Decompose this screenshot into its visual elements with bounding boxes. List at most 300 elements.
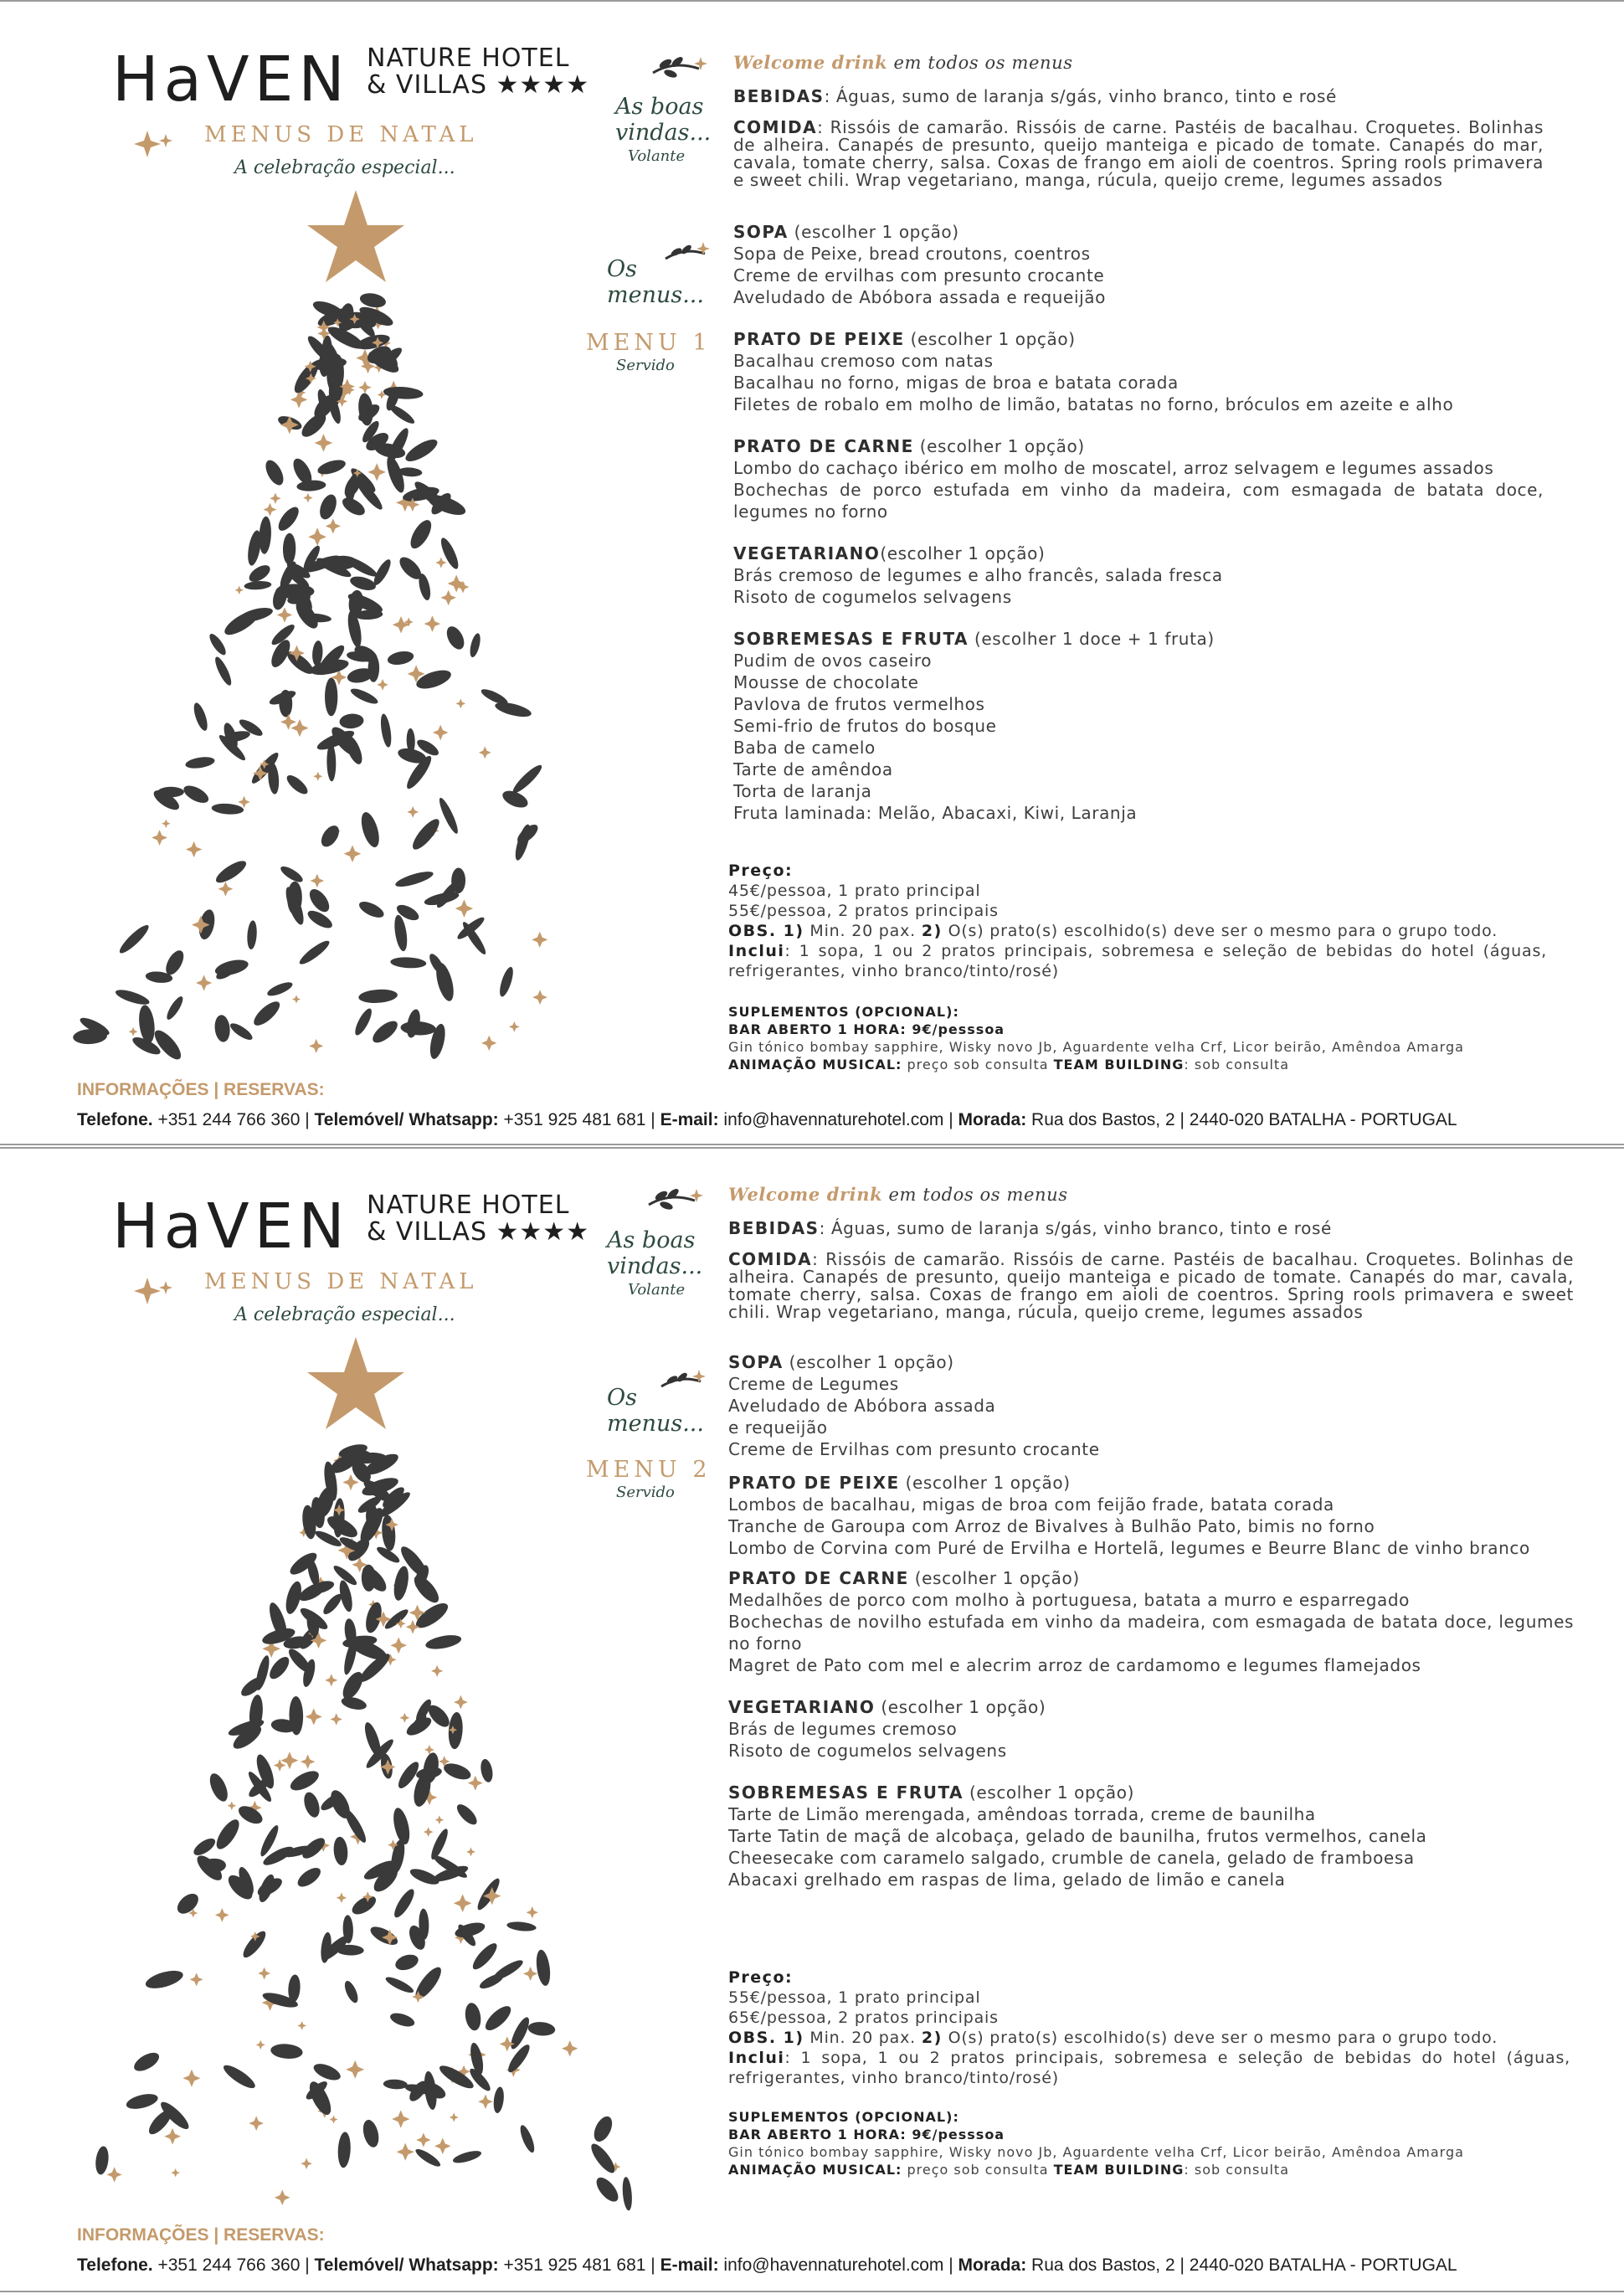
bar-aberto: BAR ABERTO 1 HORA: 9€/pesssoa	[728, 2127, 1005, 2142]
tree-sparkle	[416, 2132, 430, 2147]
menu-content	[733, 52, 1544, 844]
tree-leaf	[244, 580, 271, 590]
tree-leaf	[125, 2091, 159, 2111]
tree-leaf	[362, 1565, 377, 1592]
tree-leaf	[185, 755, 216, 770]
inclui-line	[728, 941, 1547, 981]
welcome-line-2: vindas...	[607, 1253, 703, 1279]
team-building-text: : sob consulta	[1184, 2162, 1289, 2178]
info-label: INFORMAÇÕES | RESERVAS:	[77, 2225, 325, 2245]
peixe-section	[733, 328, 1544, 415]
tree-leaf	[388, 402, 417, 426]
inclui-heading: Inclui	[728, 942, 785, 960]
tree-leaf	[451, 867, 465, 893]
price-line-2: 65€/pessoa, 2 pratos principais	[728, 2009, 999, 2027]
os-menus-label	[607, 256, 704, 308]
tree-sparkle	[303, 493, 313, 503]
sprig-icon	[645, 1184, 703, 1226]
peixe-note: (escolher 1 opção)	[899, 1473, 1071, 1493]
contact-line	[77, 2255, 1457, 2276]
tree-sparkle	[479, 746, 491, 759]
tree-leaf	[491, 1957, 525, 1983]
brand-subtitle	[367, 1192, 589, 1246]
tree-leaf	[221, 606, 261, 639]
obs-text-c: O(s) prato(s) escolhido(s) deve ser o mesmo para o grupo todo.	[942, 922, 1498, 940]
list-item: Lombo do cachaço ibérico em molho de moscatel, arroz selvagem e legumes assados	[733, 458, 1494, 478]
obs-number: 2)	[921, 922, 943, 940]
sopa-note: (escolher 1 opção)	[788, 222, 959, 242]
tree-sparkle	[454, 1695, 468, 1710]
comida-heading: COMIDA	[733, 117, 818, 137]
menu-page-2	[0, 1147, 1624, 2292]
bebidas-section	[728, 1217, 1574, 1239]
mobile-label: Telemóvel/ Whatsapp:	[314, 1110, 499, 1129]
tree-leaf	[287, 1767, 321, 1794]
phone-label: Telefone.	[77, 2255, 153, 2275]
menu-page-1	[0, 0, 1624, 1145]
welcome-drink-text: em todos os menus	[882, 1185, 1068, 1205]
tree-sparkle	[523, 1967, 537, 1981]
tree-sparkle	[407, 806, 419, 818]
welcome-line-1: As boas	[615, 94, 704, 120]
address-value: Rua dos Bastos, 2 | 2440-020 BATALHA - PORTUGAL	[1026, 1110, 1457, 1129]
brand-logo: HaVEN	[112, 44, 350, 116]
animacao-heading: ANIMAÇÃO MUSICAL:	[728, 1057, 902, 1072]
brand-line-1: NATURE HOTEL	[367, 1191, 570, 1220]
comida-section	[728, 1251, 1574, 1321]
carne-section	[733, 435, 1544, 522]
tree-leaf	[211, 803, 244, 815]
tree-leaf	[392, 1565, 411, 1602]
tree-sparkle	[277, 607, 292, 622]
welcome-label	[615, 94, 711, 146]
brand-line-2: & VILLAS ★★★★	[367, 1217, 590, 1247]
bar-drinks: Gin tónico bombay sapphire, Wisky novo Jb, Aguardente velha Crf, Licor beirão, Amêndoa Amarga	[728, 2144, 1464, 2160]
vegetariano-section	[733, 543, 1544, 608]
tree-leaf	[340, 494, 368, 518]
tree-leaf	[437, 2062, 476, 2092]
tree-leaf	[393, 1952, 420, 1973]
tree-leaf	[221, 2061, 259, 2091]
tree-leaf	[517, 2123, 537, 2154]
list-item: Creme de ervilhas com presunto crocante	[733, 265, 1105, 285]
tree-leaf	[369, 1017, 401, 1047]
tree-leaf	[492, 2086, 505, 2114]
info-label: INFORMAÇÕES | RESERVAS:	[77, 1080, 325, 1099]
tree-sparkle	[358, 381, 371, 393]
menus-subtitle: A celebração especial...	[234, 1304, 455, 1325]
tree-leaf	[191, 1835, 218, 1859]
tree-sparkle	[562, 2040, 578, 2056]
price-line-2: 55€/pessoa, 2 pratos principais	[728, 902, 999, 920]
list-item: Tarte Tatin de maçã de alcobaça, gelado de baunilha, frutos vermelhos, canela	[728, 1826, 1427, 1846]
brand-subtitle	[367, 45, 589, 99]
tree-leaf	[358, 291, 387, 310]
team-building-heading: TEAM BUILDING	[1053, 1057, 1185, 1072]
list-item: Tranche de Garoupa com Arroz de Bivalves à Bulhão Pato, bimis no forno	[728, 1516, 1375, 1536]
vegetariano-heading: VEGETARIANO	[728, 1697, 876, 1717]
tree-leaf	[258, 516, 272, 554]
tree-sparkle	[330, 1713, 342, 1725]
carne-note: (escolher 1 opção)	[908, 1568, 1080, 1588]
tree-leaf	[325, 677, 337, 716]
tree-leaf	[342, 1979, 361, 2004]
tree-leaf	[424, 1633, 462, 1652]
tree-leaf	[391, 1886, 418, 1920]
list-item: Aveludado de Abóbora assada	[728, 1396, 996, 1416]
peixe-note: (escolher 1 opção)	[904, 329, 1076, 349]
tree-leaf	[164, 995, 186, 1022]
tree-leaf	[436, 796, 460, 836]
inclui-line	[728, 2048, 1570, 2088]
menus-subtitle: A celebração especial...	[234, 157, 455, 178]
sobremesas-heading: SOBREMESAS E FRUTA	[733, 629, 969, 649]
tree-leaf	[306, 908, 335, 932]
list-item: Sopa de Peixe, bread croutons, coentros	[733, 244, 1091, 264]
tree-leaf	[349, 686, 380, 707]
volante-label: Volante	[628, 147, 686, 165]
tree-sparkle	[256, 2040, 265, 2050]
servido-label: Servido	[616, 357, 675, 374]
list-item: Tarte de Limão merengada, amêndoas torrada, creme de baunilha	[728, 1804, 1316, 1824]
tree-sparkle	[390, 1637, 407, 1654]
list-item: Medalhões de porco com molho à portuguesa, batata a murro e esparregado	[728, 1590, 1410, 1610]
tree-leaf	[479, 687, 509, 707]
tree-leaf	[442, 1761, 473, 1783]
tree-sparkle	[478, 2094, 493, 2109]
tree-leaf	[311, 2060, 343, 2083]
list-item: Tarte de amêndoa	[733, 759, 893, 779]
peixe-heading: PRATO DE PEIXE	[728, 1473, 900, 1493]
contact-line	[77, 1110, 1457, 1130]
tree-sparkle	[393, 616, 409, 633]
tree-leaf	[393, 914, 409, 952]
tree-leaf	[94, 2146, 110, 2176]
mobile-value: +351 925 481 681 |	[498, 1110, 660, 1129]
tree-sparkle	[532, 990, 547, 1005]
obs-line	[728, 2028, 1570, 2048]
welcome-drink	[728, 1184, 1574, 1206]
list-item: Brás de legumes cremoso	[728, 1719, 958, 1739]
tree-sparkle	[435, 1815, 445, 1824]
tree-leaf	[236, 1803, 265, 1828]
brand-line-2: & VILLAS ★★★★	[367, 70, 590, 100]
address-label: Morada:	[958, 2255, 1027, 2275]
tree-leaf	[409, 815, 443, 853]
sopa-heading: SOPA	[728, 1352, 784, 1372]
tree-sparkle	[164, 2128, 181, 2145]
tree-sparkle	[397, 2143, 414, 2161]
tree-leaf	[444, 624, 468, 652]
list-item: Pavlova de frutos vermelhos	[733, 694, 985, 714]
tree-sparkle	[292, 995, 301, 1003]
bar-aberto: BAR ABERTO 1 HORA: 9€/pesssoa	[728, 1021, 1005, 1037]
menus-line-1: Os	[607, 256, 637, 282]
tree-leaf	[173, 1890, 202, 1917]
email-value[interactable]: info@havennaturehotel.com |	[718, 2255, 958, 2275]
list-item: Filetes de robalo em molho de limão, batatas no forno, bróculos em azeite e alho	[733, 394, 1454, 414]
peixe-heading: PRATO DE PEIXE	[733, 329, 905, 349]
tree-leaf	[383, 2079, 409, 2090]
tree-sparkle	[450, 2112, 459, 2122]
welcome-drink-label: Welcome drink	[728, 1184, 883, 1205]
tree-sparkle	[301, 2158, 311, 2169]
obs-text-c: O(s) prato(s) escolhido(s) deve ser o mesmo para o grupo todo.	[942, 2029, 1498, 2047]
tree-leaf	[379, 713, 393, 748]
tree-leaf	[213, 655, 234, 687]
tree-leaf	[394, 868, 435, 889]
tree-leaf	[207, 631, 229, 657]
brand-logo: HaVEN	[112, 1191, 350, 1263]
price-heading: Preço:	[728, 862, 794, 880]
tree-leaf	[131, 2049, 162, 2075]
animacao-text: preço sob consulta	[902, 1057, 1054, 1072]
tree-sparkle	[481, 1036, 496, 1051]
vegetariano-note: (escolher 1 opção)	[880, 543, 1046, 563]
tree-sparkle	[315, 434, 332, 451]
tree-leaf	[213, 1014, 231, 1042]
bebidas-heading: BEBIDAS	[733, 86, 825, 106]
tree-leaf	[332, 1836, 348, 1866]
tree-sparkle	[455, 699, 465, 709]
tree-leaf	[151, 1026, 185, 1063]
tree-leaf	[479, 1758, 494, 1783]
bebidas-section	[733, 85, 1544, 107]
tree-sparkle	[275, 2190, 290, 2206]
animacao-text: preço sob consulta	[902, 2162, 1054, 2178]
tree-sparkle	[344, 845, 362, 862]
tree-leaf	[403, 435, 440, 465]
mobile-value: +351 925 481 681 |	[498, 2255, 660, 2275]
tree-leaf	[358, 988, 398, 1004]
animacao-line	[728, 1056, 1464, 1073]
obs-number: 2)	[921, 2029, 943, 2047]
tree-leaf	[357, 898, 386, 921]
tree-leaf	[407, 517, 435, 552]
brand-line-1: NATURE HOTEL	[367, 44, 570, 73]
tree-sparkle	[270, 493, 280, 504]
list-item: Mousse de chocolate	[733, 672, 919, 692]
tree-sparkle	[455, 899, 473, 917]
list-item: Bochechas de novilho estufada em vinho da madeira, com esmagada de batata doce, legumes no forno	[728, 1612, 1574, 1654]
tree-sparkle	[433, 725, 449, 741]
inclui-text: : 1 sopa, 1 ou 2 pratos principais, sobremesa e seleção de bebidas do hotel (águas, refrigerantes, vinho branco/tinto/rosé)	[728, 2049, 1570, 2087]
tree-sparkle	[162, 819, 171, 828]
inclui-text: : 1 sopa, 1 ou 2 pratos principais, sobremesa e seleção de bebidas do hotel (águas, refrigerantes, vinho branco/tinto/rosé)	[728, 942, 1547, 980]
bebidas-text: : Águas, sumo de laranja s/gás, vinho branco, tinto e rosé	[824, 86, 1337, 106]
address-value: Rua dos Bastos, 2 | 2440-020 BATALHA - PORTUGAL	[1026, 2255, 1457, 2275]
menus-line-2: menus...	[607, 282, 704, 308]
email-value[interactable]: info@havennaturehotel.com |	[718, 1110, 958, 1129]
tree-leaf	[367, 1923, 400, 1948]
tree-sparkle	[171, 2168, 180, 2178]
tree-sparkle	[468, 1776, 483, 1791]
sopa-section	[728, 1351, 1574, 1460]
tree-sparkle	[235, 586, 244, 594]
tree-leaf	[527, 2021, 556, 2037]
tree-leaf	[510, 762, 544, 796]
tree-sparkle	[325, 1674, 337, 1686]
tree-sparkle	[301, 1754, 315, 1768]
sobremesas-note: (escolher 1 opção)	[964, 1782, 1134, 1803]
tree-sparkle	[308, 527, 326, 546]
tree-sparkle	[454, 1894, 472, 1912]
os-menus-label	[607, 1385, 704, 1437]
tree-leaf	[116, 922, 152, 956]
tree-leaf	[144, 1967, 185, 1992]
vegetariano-note: (escolher 1 opção)	[875, 1697, 1046, 1717]
tree-leaf	[283, 533, 296, 565]
tree-leaf	[387, 650, 415, 667]
christmas-tree-illustration	[71, 190, 640, 1078]
list-item: Bochechas de porco estufada em vinho da madeira, com esmagada de batata doce, legumes no forno	[733, 480, 1544, 522]
list-item: Risoto de cogumelos selvagens	[728, 1741, 1007, 1761]
suplementos-block	[728, 1003, 1464, 1073]
list-item: Abacaxi grelhado em raspas de lima, gelado de limão e canela	[728, 1870, 1286, 1890]
tree-leaf	[588, 2141, 619, 2177]
welcome-label	[607, 1227, 702, 1279]
mobile-label: Telemóvel/ Whatsapp:	[314, 2255, 499, 2275]
tree-leaf	[114, 987, 151, 1008]
carne-note: (escolher 1 opção)	[913, 436, 1085, 456]
contact-info	[77, 2225, 1457, 2276]
tree-sparkle	[466, 1847, 475, 1856]
sobremesas-section	[728, 1782, 1574, 1890]
tree-leaf	[213, 857, 249, 887]
list-item: Risoto de cogumelos selvagens	[733, 587, 1012, 607]
tree-sparkle	[196, 975, 212, 990]
tree-sparkle	[228, 1802, 237, 1811]
tree-leaf	[316, 457, 347, 477]
list-item: Torta de laranja	[733, 781, 872, 801]
tree-leaf	[358, 810, 383, 850]
list-item: Baba de camelo	[733, 738, 876, 758]
list-item: Lombo de Corvina com Puré de Ervilha e Hortelã, legumes e Beurre Blanc de vinho branco	[728, 1538, 1530, 1558]
tree-leaf	[621, 2177, 633, 2211]
tree-leaf	[390, 956, 427, 969]
tree-leaf	[254, 1654, 272, 1692]
christmas-tree-illustration	[71, 1337, 640, 2225]
tree-leaf	[318, 822, 343, 850]
menus-line-2: menus...	[607, 1411, 704, 1437]
welcome-line-2: vindas...	[615, 120, 712, 146]
menus-title: MENUS DE NATAL	[204, 1269, 478, 1294]
tree-leaf	[290, 359, 322, 397]
tree-leaf	[590, 2113, 615, 2144]
price-block	[728, 1967, 1570, 2088]
tree-sparkle	[313, 772, 322, 781]
list-item: Fruta laminada: Melão, Abacaxi, Kiwi, Laranja	[733, 803, 1138, 823]
list-item: e requeijão	[728, 1417, 828, 1438]
tree-sparkle	[509, 1021, 520, 1032]
menus-title: MENUS DE NATAL	[204, 122, 478, 147]
tree-leaf	[326, 743, 337, 781]
list-item: Bacalhau no forno, migas de broa e batata corada	[733, 373, 1179, 393]
tree-leaf	[246, 920, 258, 949]
welcome-drink	[733, 52, 1544, 74]
tree-sparkle	[435, 557, 446, 568]
tree-sparkle	[249, 2116, 264, 2131]
tree-leaf	[262, 457, 287, 487]
tree-leaf	[342, 1807, 369, 1844]
tree-leaf	[400, 1021, 436, 1036]
carne-heading: PRATO DE CARNE	[733, 436, 914, 456]
bebidas-text: : Águas, sumo de laranja s/gás, vinho branco, tinto e rosé	[819, 1218, 1332, 1238]
carne-section	[728, 1567, 1574, 1676]
comida-text: : Rissóis de camarão. Rissóis de carne. Pastéis de bacalhau. Croquetes. Bolinhas de alheira. Canapés de presunto, queijo manteiga e picado de tomate. Canapés do mar, cavala, tomate cherry, salsa. Coxas de frango em aioli de coentros. Spring rools primavera e sweet chili. Wrap vegetariano, manga, rúcula, queijo creme, legumes assados	[733, 117, 1544, 190]
tree-sparkle	[367, 463, 385, 481]
tree-leaf	[181, 782, 211, 806]
list-item: Aveludado de Abóbora assada e requeijão	[733, 287, 1106, 307]
tree-sparkle	[326, 518, 341, 533]
team-building-text: : sob consulta	[1184, 1057, 1289, 1072]
welcome-drink-label: Welcome drink	[733, 52, 888, 73]
tree-sparkle	[532, 932, 547, 948]
tree-sparkle	[238, 796, 249, 808]
tree-leaf	[414, 666, 454, 692]
tree-sparkle	[297, 2021, 306, 2030]
tree-sparkle	[377, 679, 388, 691]
vegetariano-section	[728, 1696, 1574, 1762]
menus-line-1: Os	[607, 1385, 637, 1411]
tree-sparkle	[431, 1665, 443, 1677]
tree-leaf	[266, 1654, 293, 1682]
price-heading: Preço:	[728, 1968, 794, 1987]
menu-number-label: MENU 1	[586, 330, 712, 356]
tree-leaf	[206, 1771, 231, 1804]
tree-leaf	[454, 1801, 480, 1828]
list-item: Bacalhau cremoso com natas	[733, 351, 994, 371]
tree-sparkle	[392, 2110, 409, 2127]
comida-heading: COMIDA	[728, 1249, 813, 1269]
tree-leaf	[270, 2043, 304, 2060]
inclui-heading: Inclui	[728, 2049, 785, 2067]
menu-content	[728, 1184, 1574, 1911]
sparkle-icon	[134, 127, 176, 161]
tree-leaf	[349, 1892, 379, 1918]
tree-sparkle	[258, 1967, 270, 1980]
tree-sparkle	[129, 1027, 138, 1036]
price-line-1: 55€/pessoa, 1 prato principal	[728, 1988, 981, 2007]
bar-drinks: Gin tónico bombay sapphire, Wisky novo Jb, Aguardente velha Crf, Licor beirão, Amêndoa Amarga	[728, 1039, 1464, 1055]
tree-leaf	[593, 2174, 622, 2205]
tree-leaf	[250, 998, 284, 1030]
tree-leaf	[447, 1711, 464, 1749]
bebidas-heading: BEBIDAS	[728, 1218, 820, 1238]
animacao-heading: ANIMAÇÃO MUSICAL:	[728, 2162, 902, 2178]
phone-value: +351 244 766 360 |	[152, 1110, 315, 1129]
sprig-icon	[649, 52, 707, 94]
tree-sparkle	[190, 1973, 203, 1986]
tree-sparkle	[264, 503, 277, 517]
tree-sparkle	[218, 882, 234, 897]
tree-sparkle	[527, 1906, 538, 1918]
tree-leaf	[497, 965, 516, 998]
list-item: Magret de Pato com mel e alecrim arroz de cardamomo e legumes flamejados	[728, 1655, 1421, 1675]
tree-leaf	[295, 1865, 324, 1890]
tree-leaf	[275, 504, 302, 534]
tree-leaf	[279, 864, 306, 885]
tree-sparkle	[311, 874, 325, 888]
address-label: Morada:	[958, 1110, 1027, 1129]
tree-sparkle	[186, 841, 202, 857]
tree-sparkle	[215, 1908, 229, 1922]
carne-heading: PRATO DE CARNE	[728, 1568, 909, 1588]
tree-leaf	[464, 2002, 483, 2032]
sobremesas-section	[733, 628, 1544, 824]
suplementos-heading: SUPLEMENTOS (OPCIONAL):	[728, 1004, 959, 1020]
list-item: Creme de Legumes	[728, 1374, 899, 1394]
